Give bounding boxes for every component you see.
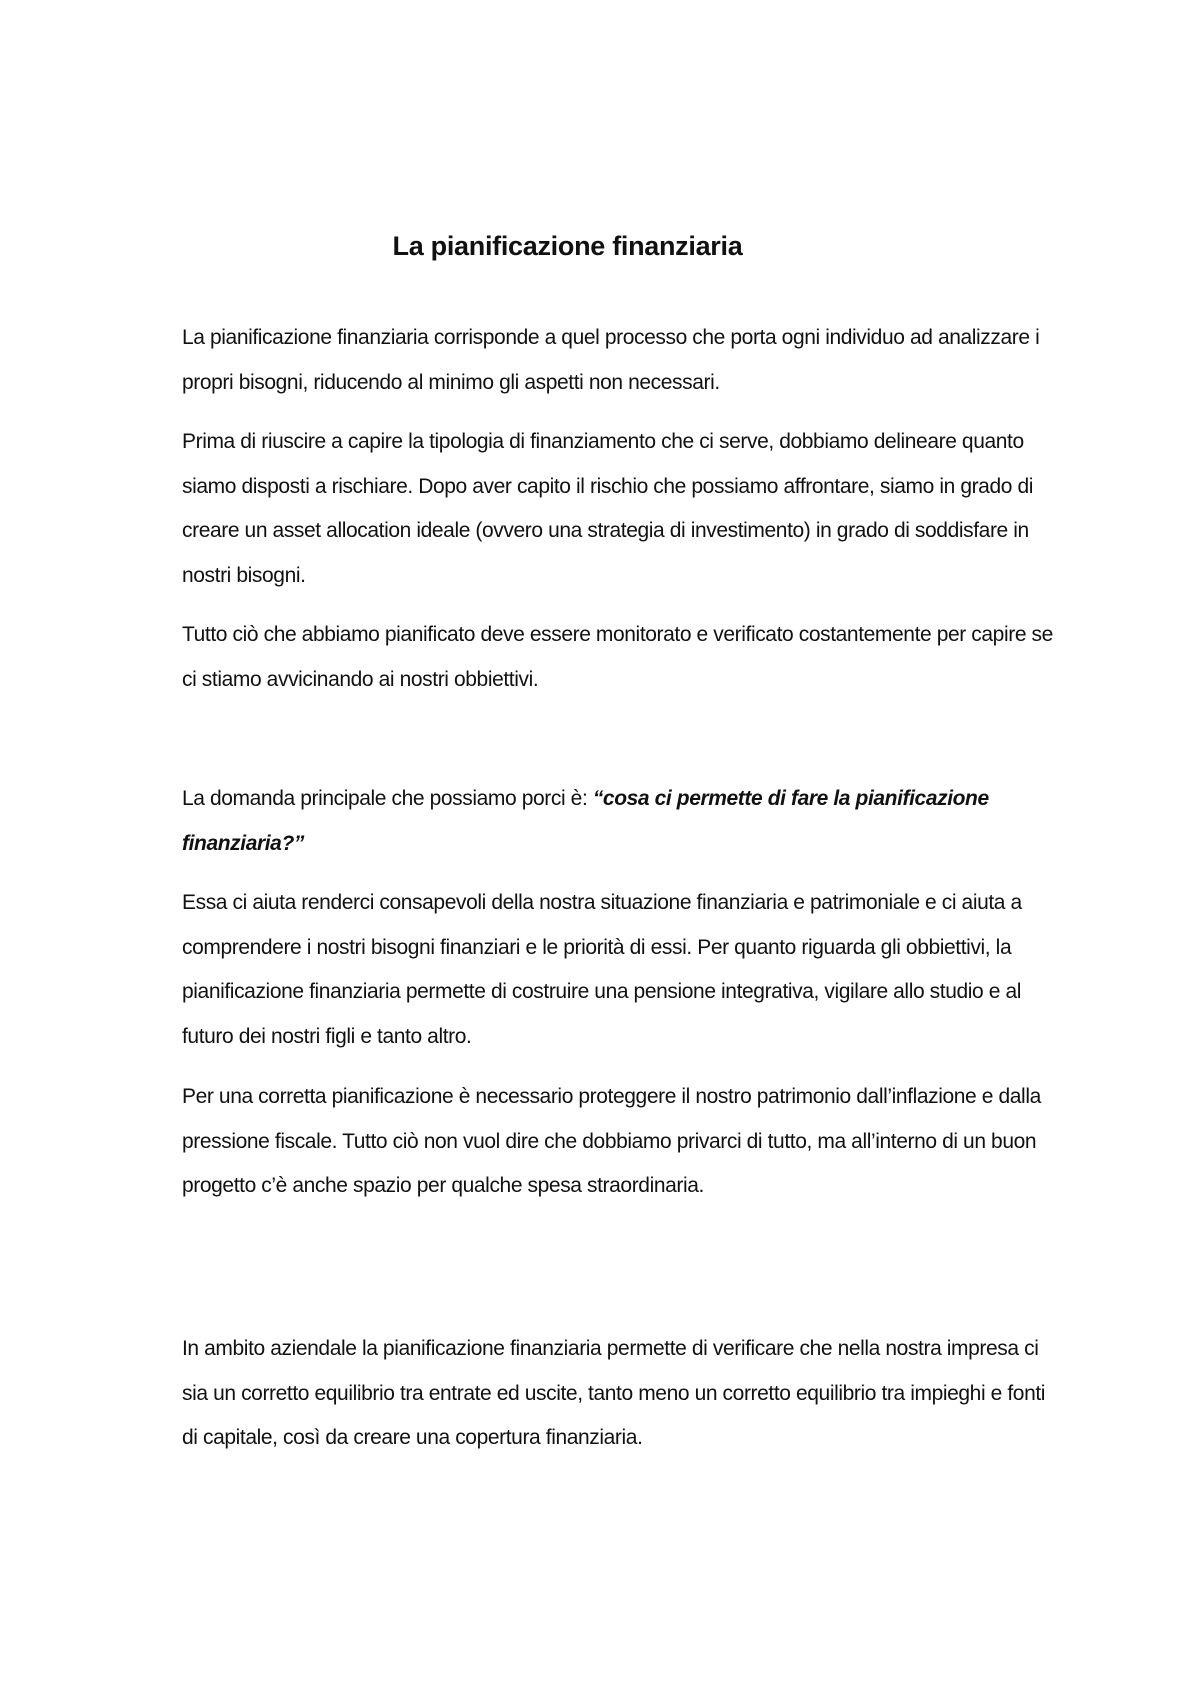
paragraph-business <box>182 1327 1062 1461</box>
paragraph-benefits <box>182 881 1062 1059</box>
paragraph-protection <box>182 1075 1062 1209</box>
question-intro: La domanda principale che possiamo porci è: <box>182 787 593 810</box>
paragraph-text: Per una corretta pianificazione è necessario proteggere il nostro patrimonio dall’inflazione e dalla pressione fiscale. Tutto ciò non vuol dire che dobbiamo privarci di tutto, ma all’interno di un buon progetto c’è anche spazio per qualche spesa straordinaria. <box>182 1085 1041 1197</box>
paragraph-text: Prima di riuscire a capire la tipologia di finanziamento che ci serve, dobbiamo delineare quanto siamo disposti a rischiare. Dopo aver capito il rischio che possiamo affrontare, siamo in grado di creare un asset allocation ideale (ovvero una strategia di investimento) in grado di soddisfare in nostri bisogni. <box>182 430 1034 587</box>
paragraph-question <box>182 777 1062 866</box>
paragraph-text: In ambito aziendale la pianificazione finanziaria permette di verificare che nella nostra impresa ci sia un corretto equilibrio tra entrate ed uscite, tanto meno un corretto equilibrio tra impieghi e fonti di capitale, così da creare una copertura finanziaria. <box>182 1337 1046 1449</box>
paragraph-text: La pianificazione finanziaria corrisponde a quel processo che porta ogni individuo ad analizzare i propri bisogni, riducendo al minimo gli aspetti non necessari. <box>182 326 1040 394</box>
paragraph-text: Tutto ciò che abbiamo pianificato deve essere monitorato e verificato costantemente per capire se ci stiamo avvicinando ai nostri obbiettivi. <box>182 623 1053 691</box>
paragraph-text: Essa ci aiuta renderci consapevoli della nostra situazione finanziaria e patrimoniale e ci aiuta a comprendere i nostri bisogni finanziari e le priorità di essi. Per quanto riguarda gli obbiettivi, la pianificazione finanziaria permette di costruire una pensione integrativa, vigilare allo studio e al futuro dei nostri figli e tanto altro. <box>182 891 1022 1048</box>
question-quote: “cosa ci permette di fare la pianificazione finanziaria?” <box>182 787 989 855</box>
paragraph-text <box>182 777 1062 866</box>
document-title: La pianificazione finanziaria <box>392 231 743 262</box>
paragraph-monitoring <box>182 613 1062 702</box>
paragraph-definition <box>182 316 1062 405</box>
paragraph-risk <box>182 420 1062 598</box>
